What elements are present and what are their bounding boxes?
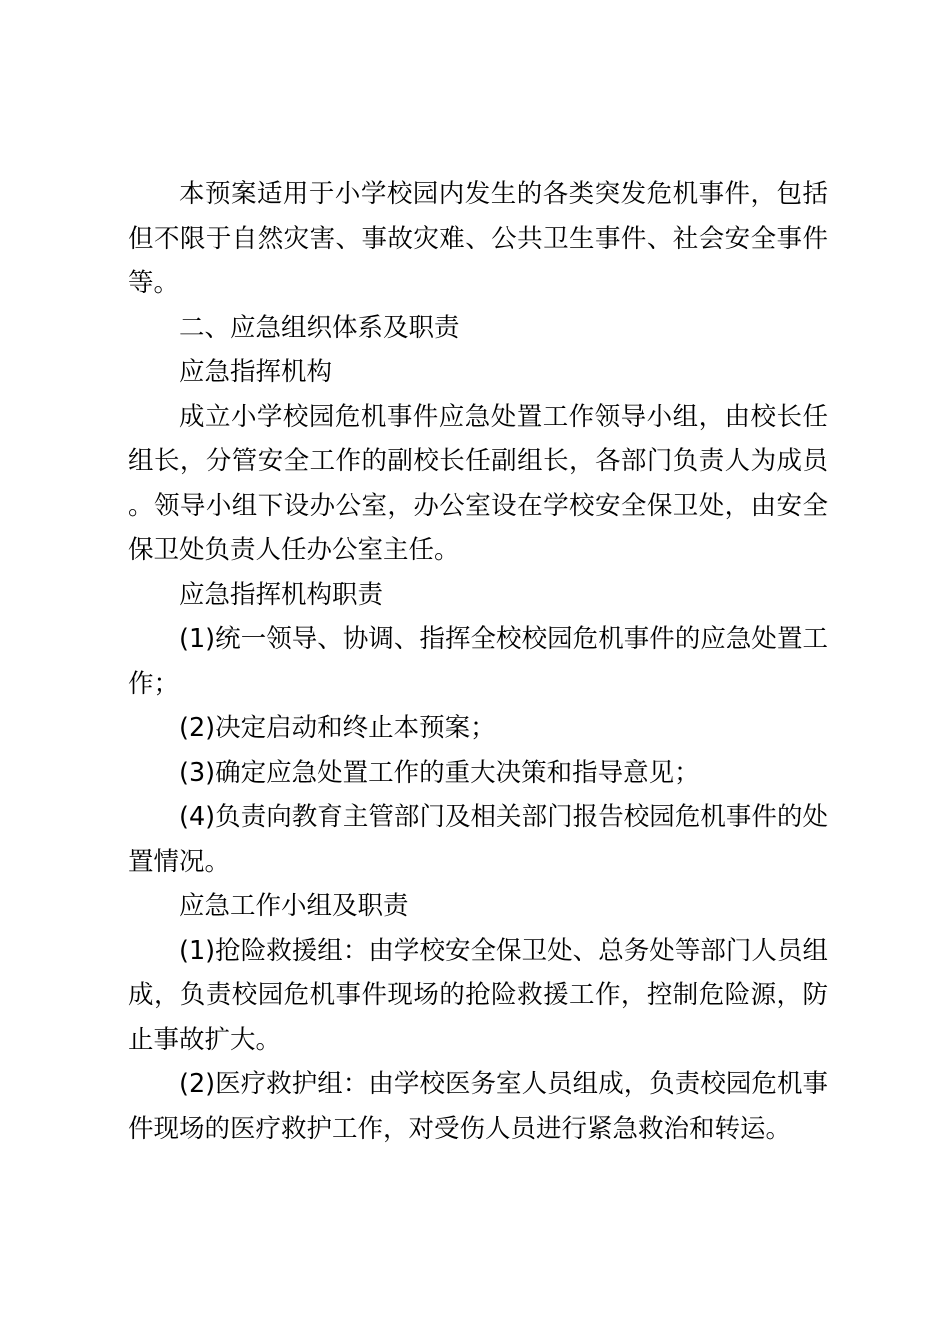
list-item-medical-group: (2)医疗救护组：由学校医务室人员组成，负责校园危机事件现场的医疗救护工作，对受伤人员进行紧急救治和转运。 — [128, 1069, 828, 1144]
section-heading-organization: 二、应急组织体系及职责 — [179, 312, 460, 343]
paragraph-scope: 本预案适用于小学校园内发生的各类突发危机事件，包括但不限于自然灾害、事故灾难、公共卫生事件、社会安全事件等。 — [128, 179, 828, 298]
list-item-rescue-group: (1)抢险救援组：由学校安全保卫处、总务处等部门人员组成，负责校园危机事件现场的抢险救援工作，控制危险源，防止事故扩大。 — [128, 935, 828, 1055]
list-item-duty-2: (2)决定启动和终止本预案； — [179, 713, 496, 743]
list-item-duty-1: (1)统一领导、协调、指挥全校校园危机事件的应急处置工作； — [128, 624, 828, 699]
list-item-duty-3: (3)确定应急处置工作的重大决策和指导意见； — [179, 757, 700, 788]
subheading-working-groups: 应急工作小组及职责 — [179, 891, 409, 921]
paragraph-leadership-group: 成立小学校园危机事件应急处置工作领导小组，由校长任组长，分管安全工作的副校长任副组长，各部门负责人为成员。领导小组下设办公室，办公室设在学校安全保卫处，由安全保卫处负责人任办公室主任。 — [128, 401, 828, 565]
subheading-command-agency: 应急指挥机构 — [179, 357, 333, 387]
document-body — [128, 172, 828, 1151]
list-item-duty-4: (4)负责向教育主管部门及相关部门报告校园危机事件的处置情况。 — [128, 802, 828, 877]
subheading-command-duties: 应急指挥机构职责 — [179, 579, 384, 610]
